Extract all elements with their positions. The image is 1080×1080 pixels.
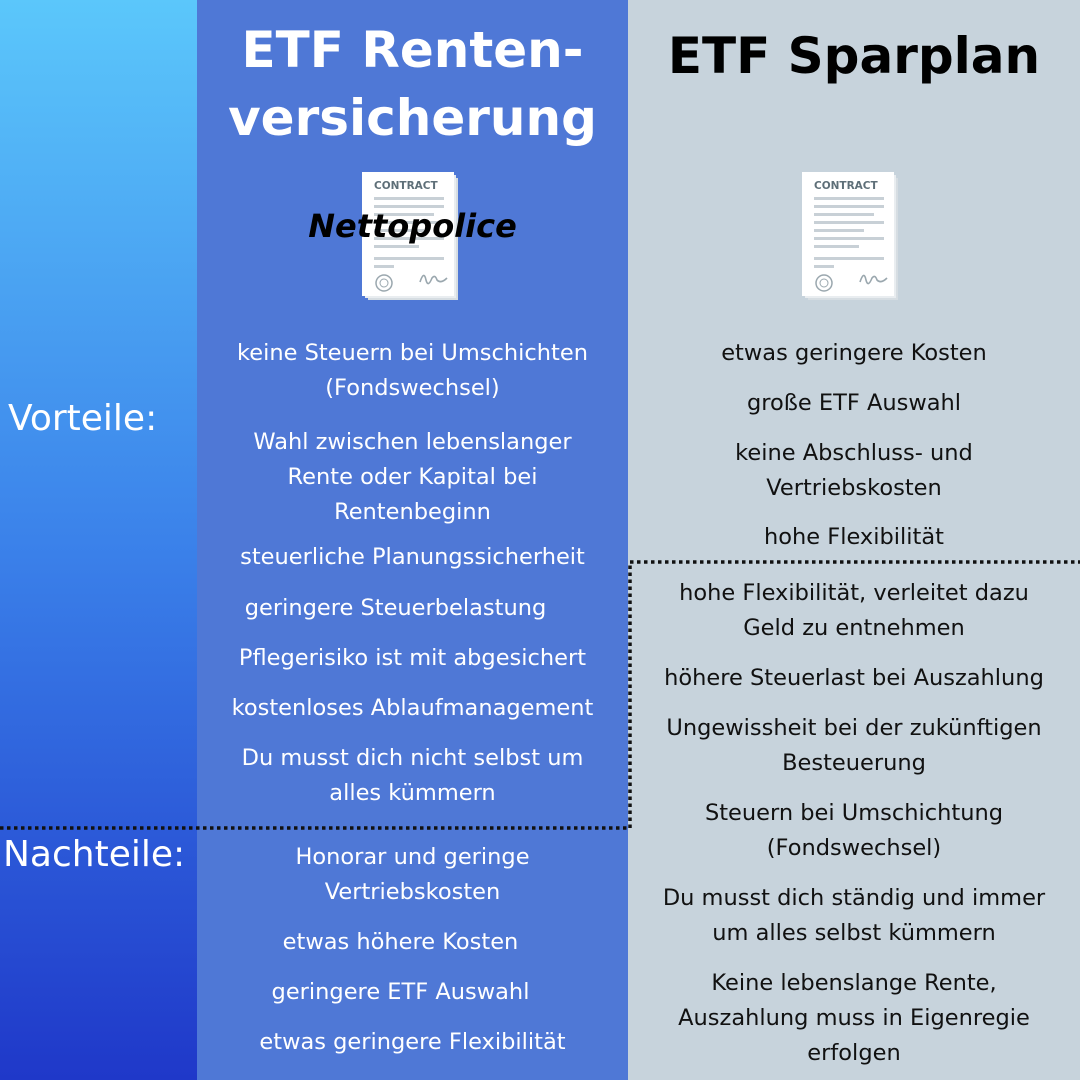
advantage-item: kostenloses Ablaufmanagement (231, 695, 594, 721)
disadvantage-item: etwas höhere Kosten (282, 929, 519, 955)
disadvantage-item: Ungewissheit bei der zukünftigen Besteuerung (666, 715, 1042, 776)
title-etf-rentenversicherung (197, 16, 628, 152)
advantage-item: hohe Flexibilität (764, 524, 944, 550)
advantage-item: keine Abschluss- und Vertriebskosten (735, 440, 973, 501)
advantage-item: Pflegerisiko ist mit abgesichert (238, 645, 587, 671)
advantage-item: etwas geringere Kosten (721, 340, 987, 366)
disadvantage-item: höhere Steuerlast bei Auszahlung (664, 665, 1044, 691)
title-line: ETF Renten- (241, 21, 584, 79)
advantage-item: steuerliche Planungssicherheit (240, 544, 585, 570)
disadvantage-item: geringere ETF Auswahl (271, 979, 530, 1005)
nettopolice-badge: Nettopolice (308, 207, 517, 245)
advantage-item: geringere Steuerbelastung (244, 595, 547, 621)
title-line: versicherung (228, 89, 597, 147)
advantage-item: keine Steuern bei Umschichten (Fondswechsel) (237, 340, 588, 401)
disadvantage-item: Keine lebenslange Rente, Auszahlung muss in Eigenregie erfolgen (678, 970, 1030, 1066)
contract-label: CONTRACT (374, 180, 438, 192)
advantage-item: Wahl zwischen lebenslanger Rente oder Kapital bei Rentenbeginn (253, 429, 572, 525)
disadvantage-item: Du musst dich ständig und immer um alles selbst kümmern (662, 885, 1046, 946)
title-etf-sparplan: ETF Sparplan (667, 27, 1041, 85)
contract-document-icon (802, 172, 902, 302)
disadvantage-item: Honorar und geringe Vertriebskosten (295, 844, 530, 905)
row-label-advantages: Vorteile: (8, 398, 158, 439)
advantage-item: große ETF Auswahl (746, 390, 962, 416)
advantage-item: Du musst dich nicht selbst um alles kümmern (241, 745, 584, 806)
row-label-disadvantages: Nachteile: (3, 834, 186, 875)
contract-label: CONTRACT (814, 180, 878, 192)
disadvantage-item: Steuern bei Umschichtung (Fondswechsel) (704, 800, 1004, 861)
disadvantage-item: etwas geringere Flexibilität (259, 1029, 566, 1055)
disadvantage-item: hohe Flexibilität, verleitet dazu Geld zu entnehmen (679, 580, 1029, 641)
